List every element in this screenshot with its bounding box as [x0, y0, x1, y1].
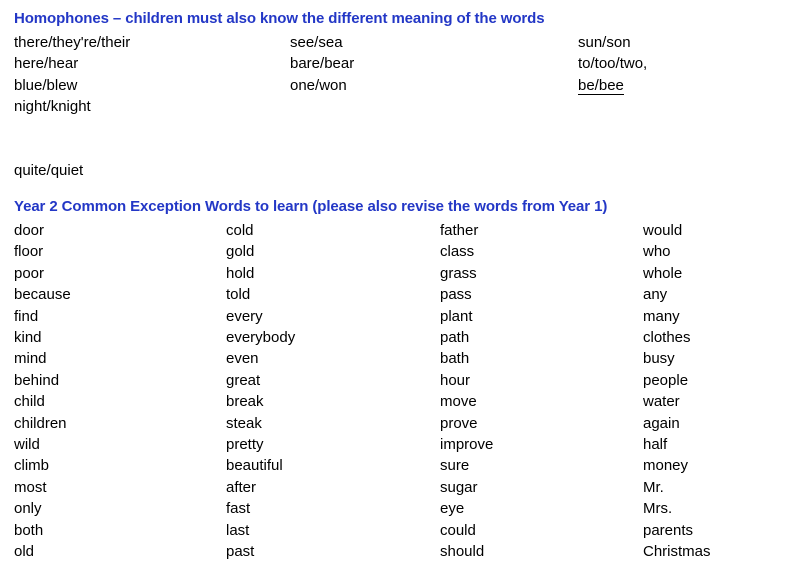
exception-word: sugar — [440, 478, 478, 496]
exception-word: last — [226, 521, 250, 539]
exception-words-heading: Year 2 Common Exception Words to learn (please also revise the words from Year 1) — [14, 198, 608, 215]
homophones-heading: Homophones – children must also know the different meaning of the words — [14, 10, 545, 27]
homophones-section — [0, 10, 800, 192]
exception-word: people — [643, 371, 689, 389]
homophone-word-underlined: be/bee — [578, 76, 624, 94]
exception-word: eye — [440, 500, 465, 518]
exception-words-column-1 — [14, 220, 71, 563]
exception-word: move — [440, 393, 477, 411]
exception-word: mind — [14, 350, 47, 368]
exception-word: whole — [643, 264, 683, 282]
exception-words-column-4 — [643, 220, 711, 563]
exception-word: old — [14, 543, 35, 561]
exception-word: beautiful — [226, 457, 283, 475]
homophone-word: one/won — [290, 76, 347, 94]
exception-word: only — [14, 500, 42, 518]
exception-word: child — [14, 393, 45, 411]
exception-word: every — [226, 307, 263, 325]
exception-word: after — [226, 478, 257, 496]
exception-word: prove — [440, 414, 478, 432]
exception-word: parents — [643, 521, 694, 539]
exception-word: even — [226, 350, 259, 368]
homophone-word: night/knight — [14, 98, 91, 116]
exception-word: hour — [440, 371, 471, 389]
exception-word: again — [643, 414, 680, 432]
homophone-word: see/sea — [290, 34, 343, 51]
exception-word: busy — [643, 350, 675, 368]
exception-word: great — [226, 371, 261, 389]
exception-word: class — [440, 243, 475, 261]
exception-word: most — [14, 478, 47, 496]
exception-word: wild — [14, 436, 40, 454]
exception-word: kind — [14, 329, 42, 347]
exception-word: pretty — [226, 436, 264, 454]
exception-word: any — [643, 286, 668, 304]
exception-word: who — [643, 243, 671, 261]
homophone-word: sun/son — [578, 34, 631, 51]
exception-word: Christmas — [643, 543, 711, 561]
homophone-word: here/hear — [14, 55, 79, 73]
exception-word: floor — [14, 243, 44, 261]
exception-words-section — [0, 198, 800, 570]
exception-word: could — [440, 521, 476, 539]
homophone-word: to/too/two, — [578, 55, 648, 73]
exception-word: clothes — [643, 329, 691, 347]
exception-word: improve — [440, 436, 494, 454]
exception-word: should — [440, 543, 485, 561]
exception-word: fast — [226, 500, 251, 518]
exception-word: because — [14, 286, 71, 304]
exception-words-column-3 — [440, 220, 493, 563]
exception-word: half — [643, 436, 668, 454]
exception-words-columns — [0, 220, 800, 570]
exception-word: grass — [440, 264, 477, 282]
exception-word: everybody — [226, 329, 296, 347]
homophones-columns — [0, 32, 800, 192]
exception-word: children — [14, 414, 67, 432]
homophones-column-1 — [14, 32, 130, 182]
exception-word: Mr. — [643, 478, 664, 496]
exception-word: pass — [440, 286, 472, 304]
homophone-word — [578, 75, 647, 96]
exception-word: behind — [14, 371, 60, 389]
exception-word: money — [643, 457, 689, 475]
exception-word: sure — [440, 457, 470, 475]
exception-word: poor — [14, 264, 45, 282]
exception-word: past — [226, 543, 255, 561]
homophone-word: blue/blew — [14, 76, 78, 94]
exception-word: would — [643, 222, 683, 239]
exception-word: cold — [226, 222, 254, 239]
homophones-column-2 — [290, 32, 354, 96]
exception-word: told — [226, 286, 251, 304]
exception-word: Mrs. — [643, 500, 673, 518]
homophones-column-3 — [578, 32, 647, 96]
exception-word: plant — [440, 307, 473, 325]
exception-word: hold — [226, 264, 255, 282]
exception-word: path — [440, 329, 470, 347]
exception-word: many — [643, 307, 680, 325]
exception-word: break — [226, 393, 264, 411]
exception-word: find — [14, 307, 39, 325]
exception-word: water — [643, 393, 680, 411]
homophone-word: quite/quiet — [14, 162, 84, 180]
exception-words-column-2 — [226, 220, 295, 563]
exception-word: steak — [226, 414, 262, 432]
exception-word: both — [14, 521, 44, 539]
homophone-word: there/they're/their — [14, 34, 131, 51]
exception-word: father — [440, 222, 479, 239]
exception-word: climb — [14, 457, 50, 475]
exception-word: gold — [226, 243, 255, 261]
exception-word: bath — [440, 350, 470, 368]
exception-word: door — [14, 222, 45, 239]
homophone-word: bare/bear — [290, 55, 355, 73]
